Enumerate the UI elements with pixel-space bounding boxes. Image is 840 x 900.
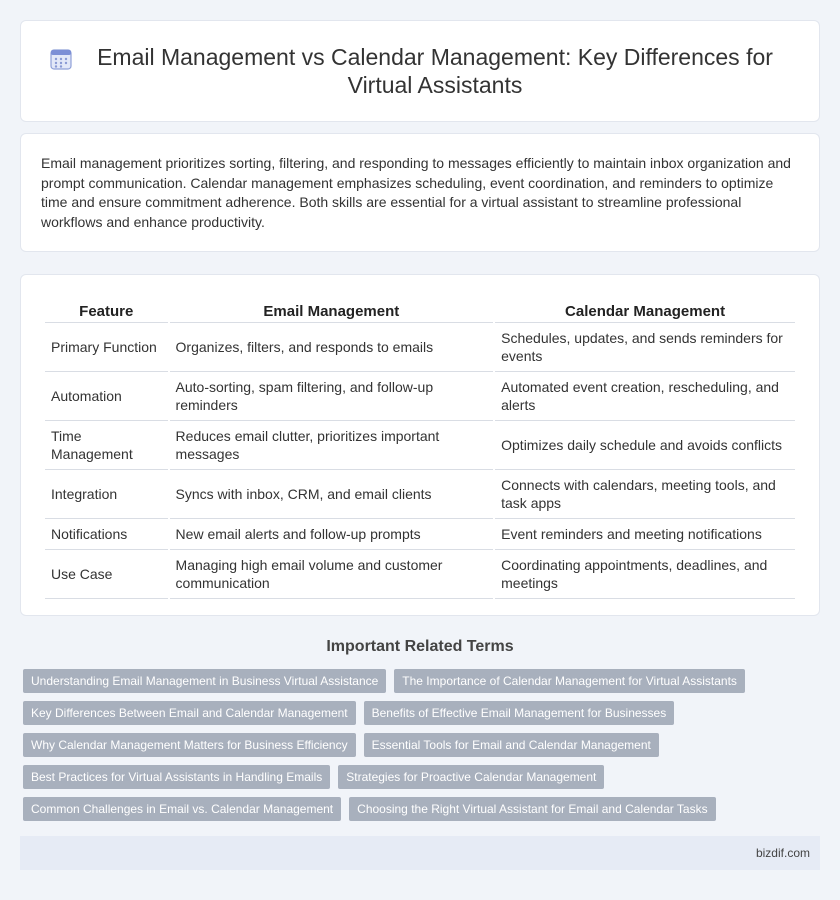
table-row [45, 519, 795, 550]
related-term-link[interactable]: Common Challenges in Email vs. Calendar Management [23, 797, 341, 821]
table-row [45, 421, 795, 470]
related-term-link[interactable]: Understanding Email Management in Business Virtual Assistance [23, 669, 386, 693]
related-term-link[interactable]: Why Calendar Management Matters for Business Efficiency [23, 733, 356, 757]
intro-card [20, 133, 820, 252]
calendar-cell: Automated event creation, rescheduling, and alerts [495, 372, 795, 421]
related-terms-heading: Important Related Terms [326, 638, 514, 655]
title-card [20, 20, 820, 122]
comparison-table-card [20, 274, 820, 616]
footer [20, 836, 820, 870]
email-cell: Syncs with inbox, CRM, and email clients [170, 470, 494, 519]
column-header: Email Management [170, 295, 494, 323]
email-cell: Organizes, filters, and responds to emails [170, 323, 494, 372]
feature-cell: Automation [45, 372, 168, 421]
related-term-link[interactable]: Best Practices for Virtual Assistants in Handling Emails [23, 765, 330, 789]
table-row [45, 470, 795, 519]
feature-cell: Time Management [45, 421, 168, 470]
related-term-link[interactable]: The Importance of Calendar Management for Virtual Assistants [394, 669, 745, 693]
feature-cell: Use Case [45, 550, 168, 599]
related-term-link[interactable]: Key Differences Between Email and Calendar Management [23, 701, 356, 725]
comparison-table [43, 295, 797, 599]
calendar-cell: Connects with calendars, meeting tools, and task apps [495, 470, 795, 519]
page-title: Email Management vs Calendar Management: Key Differences for Virtual Assistants [97, 44, 773, 98]
table-header-row [45, 295, 795, 323]
table-row [45, 323, 795, 372]
related-term-link[interactable]: Benefits of Effective Email Management for Businesses [364, 701, 675, 725]
calendar-cell: Coordinating appointments, deadlines, and meetings [495, 550, 795, 599]
table-row [45, 372, 795, 421]
column-header: Calendar Management [495, 295, 795, 323]
feature-cell: Primary Function [45, 323, 168, 372]
calendar-cell: Schedules, updates, and sends reminders for events [495, 323, 795, 372]
email-cell: Reduces email clutter, prioritizes important messages [170, 421, 494, 470]
footer-site-link[interactable]: bizdif.com [755, 846, 810, 860]
calendar-cell: Optimizes daily schedule and avoids conflicts [495, 421, 795, 470]
related-term-link[interactable]: Choosing the Right Virtual Assistant for Email and Calendar Tasks [349, 797, 715, 821]
related-term-link[interactable]: Strategies for Proactive Calendar Management [338, 765, 604, 789]
column-header: Feature [45, 295, 168, 323]
related-terms-list [23, 669, 823, 829]
feature-cell: Integration [45, 470, 168, 519]
email-cell: New email alerts and follow-up prompts [170, 519, 494, 550]
calendar-cell: Event reminders and meeting notifications [495, 519, 795, 550]
email-cell: Auto-sorting, spam filtering, and follow-up reminders [170, 372, 494, 421]
feature-cell: Notifications [45, 519, 168, 550]
table-row [45, 550, 795, 599]
related-term-link[interactable]: Essential Tools for Email and Calendar Management [364, 733, 659, 757]
email-cell: Managing high email volume and customer communication [170, 550, 494, 599]
intro-paragraph: Email management prioritizes sorting, filtering, and responding to messages efficiently to maintain inbox organization and prompt communication. Calendar management emphasizes scheduling, event coordination, and reminders to optimize time and ensure commitment adherence. Both skills are essential for a virtual assistant to streamline professional workflows and enhance productivity. [41, 155, 791, 230]
